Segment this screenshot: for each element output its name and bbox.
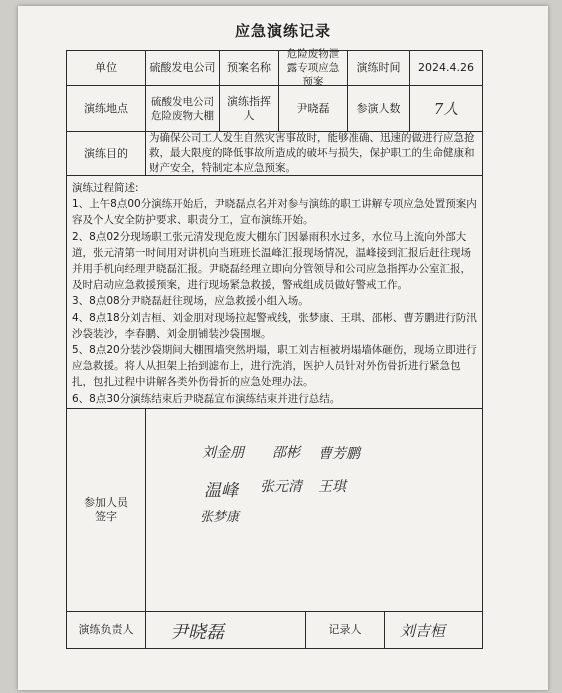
process-item: 6、8点30分演练结束后尹晓磊宣布演练结束并进行总结。 xyxy=(72,392,341,405)
time-label: 演练时间 xyxy=(347,50,410,86)
plan-value: 危险废物泄露专项应急预案 xyxy=(278,50,348,86)
signature: 邵彬 xyxy=(272,445,300,461)
signature: 王琪 xyxy=(318,479,346,495)
participants-label: 参加人员签字 xyxy=(66,408,146,612)
location-label: 演练地点 xyxy=(66,85,146,132)
count-value: 7人 xyxy=(409,85,483,132)
purpose-label: 演练目的 xyxy=(66,131,146,176)
purpose-text: 为确保公司工人发生自然灾害事故时，能够准确、迅速的做进行应急抢救，最大限度的降低事故所造成的破坏与损失，保护职工的生命健康和财产安全，特制定本应急预案。 xyxy=(145,131,483,176)
process-item: 4、8点18分刘吉桓、刘金朋对现场拉起警戒线，张梦康、王琪、邵彬、曹芳鹏进行防汛沙袋装沙，李春鹏、刘金朋铺装沙袋围堰。 xyxy=(72,311,477,340)
recorder-label: 记录人 xyxy=(305,611,385,649)
count-label: 参演人数 xyxy=(347,85,410,132)
process-item: 2、8点02分现场职工张元清发现危废大棚东门因暴雨积水过多，水位马上流向外部大道，张元清第一时间用对讲机向当班班长温峰汇报现场情况，温峰接到汇报后赶往现场并用手机向经理尹晓磊汇报。尹晓磊经理立即向分管领导和公司应急指挥办公室汇报，及时启动应急救援预案，进行现场紧急救援，警戒组成员做好警戒工作。 xyxy=(72,230,471,292)
process-item: 3、8点08分尹晓磊赶往现场，应急救援小组入场。 xyxy=(72,295,309,308)
process-box xyxy=(66,175,483,409)
process-item: 1、上午8点00分演练开始后，尹晓磊点名并对参与演练的职工讲解专项应急处置预案内容及个人安全防护要求、职责分工，宣布演练开始。 xyxy=(72,198,477,227)
process-item: 5、8点20分装沙袋期间大棚围墙突然坍塌，职工刘吉桓被坍塌墙体砸伤，现场立即进行应急救援。将人从担架上抬到滤布上，进行洗消，医护人员针对外伤骨折进行紧急包扎，包扎过程中讲解各类外伤骨折的应急处理办法。 xyxy=(72,344,477,389)
record-sheet xyxy=(18,6,548,690)
process-heading: 演练过程简述: xyxy=(72,182,139,194)
page-title: 应急演练记录 xyxy=(234,22,331,40)
location-value: 硫酸发电公司危险废物大棚 xyxy=(145,85,220,132)
signature: 曹芳鹏 xyxy=(318,446,360,462)
signature: 张元清 xyxy=(260,479,302,495)
time-value: 2024.4.26 xyxy=(409,50,483,86)
leader-label: 演练负责人 xyxy=(66,611,146,649)
plan-label: 预案名称 xyxy=(219,50,279,86)
commander-value: 尹晓磊 xyxy=(278,85,348,132)
participants-signature-area xyxy=(145,408,483,612)
signature: 温峰 xyxy=(204,481,238,501)
recorder-signature: 刘吉桓 xyxy=(400,622,446,640)
unit-label: 单位 xyxy=(66,50,146,86)
unit-value: 硫酸发电公司 xyxy=(145,50,220,86)
signature: 张梦康 xyxy=(200,510,240,525)
commander-label: 演练指挥人 xyxy=(219,85,279,132)
signature: 刘金朋 xyxy=(202,445,244,461)
leader-signature: 尹晓磊 xyxy=(170,622,224,643)
